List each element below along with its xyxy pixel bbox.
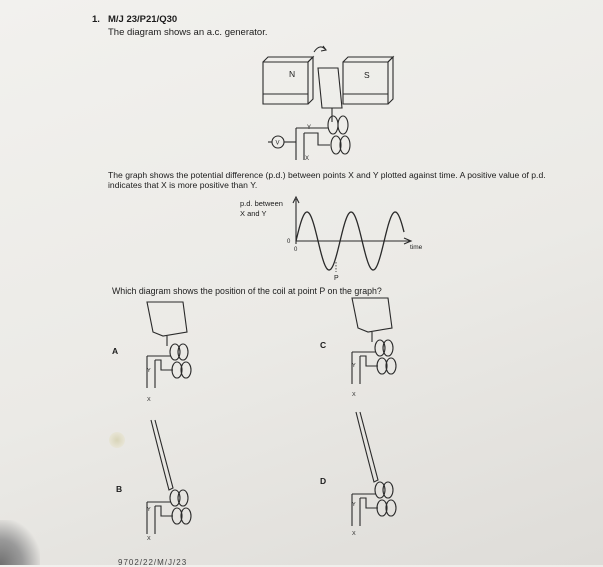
option-d-y-label: Y	[352, 502, 356, 508]
voltmeter-label: V	[275, 140, 280, 147]
option-d-coil	[356, 412, 378, 482]
graph-origin-y: 0	[287, 239, 291, 245]
graph-description: The graph shows the potential difference (p.d.) between points X and Y plotted against time. A positive value of p.d. indicates that X is more positive than Y.	[108, 170, 546, 190]
option-a-y-label: Y	[147, 368, 151, 374]
point-x-label: X	[305, 156, 310, 162]
option-a-coil	[147, 302, 187, 336]
question-number: 1.	[92, 14, 100, 25]
south-pole-label: S	[364, 70, 370, 80]
option-c-y-label: Y	[352, 363, 356, 369]
option-d-x-label: X	[352, 531, 356, 537]
question-prompt: Which diagram shows the position of the coil at point P on the graph?	[112, 286, 382, 296]
option-d-letter: D	[320, 476, 327, 486]
option-a-letter: A	[112, 346, 119, 356]
option-c-letter: C	[320, 340, 327, 350]
page-footer: 9702/22/M/J/23	[118, 558, 188, 567]
option-b-x-label: X	[147, 536, 151, 542]
graph-point-p: P	[334, 275, 339, 282]
north-magnet	[263, 62, 308, 104]
question-reference: M/J 23/P21/Q30	[108, 14, 178, 25]
generator-diagram	[263, 46, 393, 160]
option-c-coil	[352, 298, 392, 332]
graph-ylabel-line1: p.d. between	[240, 199, 283, 208]
option-diagrams	[147, 298, 396, 534]
north-pole-label: N	[289, 69, 296, 79]
point-y-label: Y	[307, 125, 312, 131]
south-magnet	[343, 62, 388, 104]
option-c-x-label: X	[352, 392, 356, 398]
option-b-letter: B	[116, 484, 123, 494]
graph-ylabel-line2: X and Y	[240, 209, 267, 218]
option-b-coil	[151, 420, 173, 490]
coil	[318, 68, 342, 108]
option-b-y-label: Y	[147, 507, 151, 513]
option-a-x-label: X	[147, 397, 151, 403]
question-intro: The diagram shows an a.c. generator.	[108, 27, 268, 38]
graph-origin-x: 0	[294, 247, 298, 253]
pd-graph	[293, 197, 411, 270]
graph-xlabel: time	[410, 244, 423, 251]
